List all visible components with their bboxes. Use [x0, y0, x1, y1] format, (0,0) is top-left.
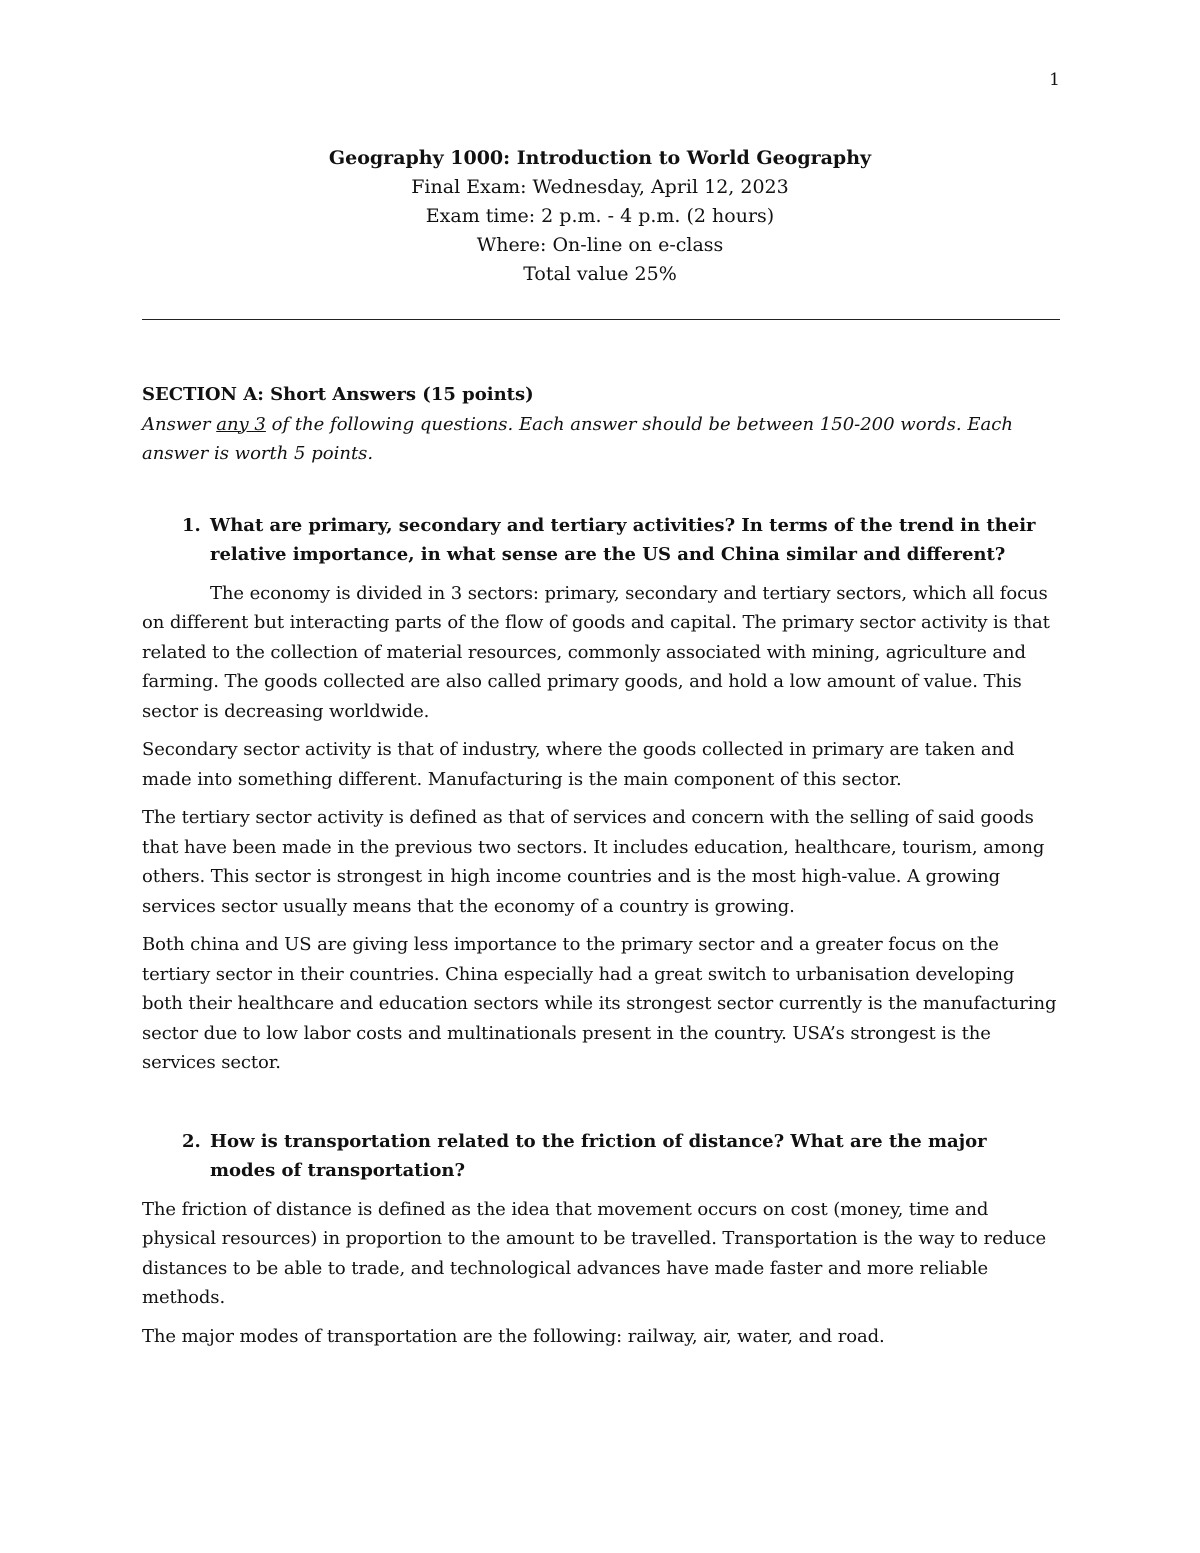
header-divider	[142, 319, 1060, 320]
exam-body	[142, 380, 1057, 1360]
section-a-instructions	[142, 410, 1057, 469]
answer-1-paragraph-1: The economy is divided in 3 sectors: primary, secondary and tertiary sectors, which all focus on different but interacting parts of the flow of goods and capital. The primary sector activity is that related to the collection of material resources, commonly associated with mining, agriculture and farming. The goods collected are also called primary goods, and hold a low amount of value. This sector is decreasing worldwide.	[142, 582, 1050, 722]
question-number	[142, 511, 210, 570]
answer-1-paragraph-2: Secondary sector activity is that of industry, where the goods collected in primary are taken and made into something different. Manufacturing is the main component of this sector.	[142, 739, 1015, 790]
answer-2-paragraph-2: The major modes of transportation are the following: railway, air, water, and road.	[142, 1325, 885, 1347]
exam-location-line: Where: On-line on e-class	[476, 234, 724, 256]
question-2-number: 2.	[182, 1130, 201, 1152]
spacer	[142, 570, 1057, 579]
question-1-text: What are primary, secondary and tertiary activities? In terms of the trend in their relative importance, in what sense are the US and China similar and different?	[210, 514, 1036, 565]
answer-1-paragraph-3: The tertiary sector activity is defined as that of services and concern with the selling of said goods that have been made in the previous two sectors. It includes education, healthcare, tourism, among others. This sector is strongest in high income countries and is the most high-value. A growing services sector usually means that the economy of a country is growing.	[142, 807, 1045, 917]
question-2	[142, 1127, 1057, 1186]
question-1	[142, 511, 1057, 570]
page-number: 1	[1049, 70, 1060, 90]
instructions-text-before: Answer	[142, 413, 217, 435]
exam-time-line: Exam time: 2 p.m. - 4 p.m. (2 hours)	[425, 205, 775, 227]
question-number	[142, 1127, 210, 1186]
course-title: Geography 1000: Introduction to World Geography	[328, 147, 872, 169]
instructions-text-after: of the following questions. Each answer should be between 150-200 words. Each answer is worth 5 points.	[142, 413, 1013, 464]
spacer	[142, 1087, 1057, 1127]
exam-date-line: Final Exam: Wednesday, April 12, 2023	[411, 176, 789, 198]
spacer	[142, 469, 1057, 511]
question-2-text: How is transportation related to the friction of distance? What are the major modes of transportation?	[210, 1130, 987, 1181]
answer-1-paragraph-4: Both china and US are giving less importance to the primary sector and a greater focus on the tertiary sector in their countries. China especially had a great switch to urbanisation developing both their healthcare and education sectors while its strongest sector currently is the manufacturing sector due to low labor costs and multinationals present in the country. USA’s strongest is the services sector.	[142, 934, 1057, 1073]
exam-value-line: Total value 25%	[523, 263, 677, 285]
section-a-heading: SECTION A: Short Answers (15 points)	[142, 384, 534, 405]
exam-header	[0, 143, 1200, 289]
spacer	[142, 1186, 1057, 1195]
answer-2-paragraph-1: The friction of distance is defined as the idea that movement occurs on cost (money, time and physical resources) in proportion to the amount to be travelled. Transportation is the way to reduce distances to be able to trade, and technological advances have made faster and more reliable methods.	[142, 1198, 1047, 1308]
instructions-underlined: any 3	[216, 413, 266, 435]
question-1-number: 1.	[182, 514, 201, 536]
